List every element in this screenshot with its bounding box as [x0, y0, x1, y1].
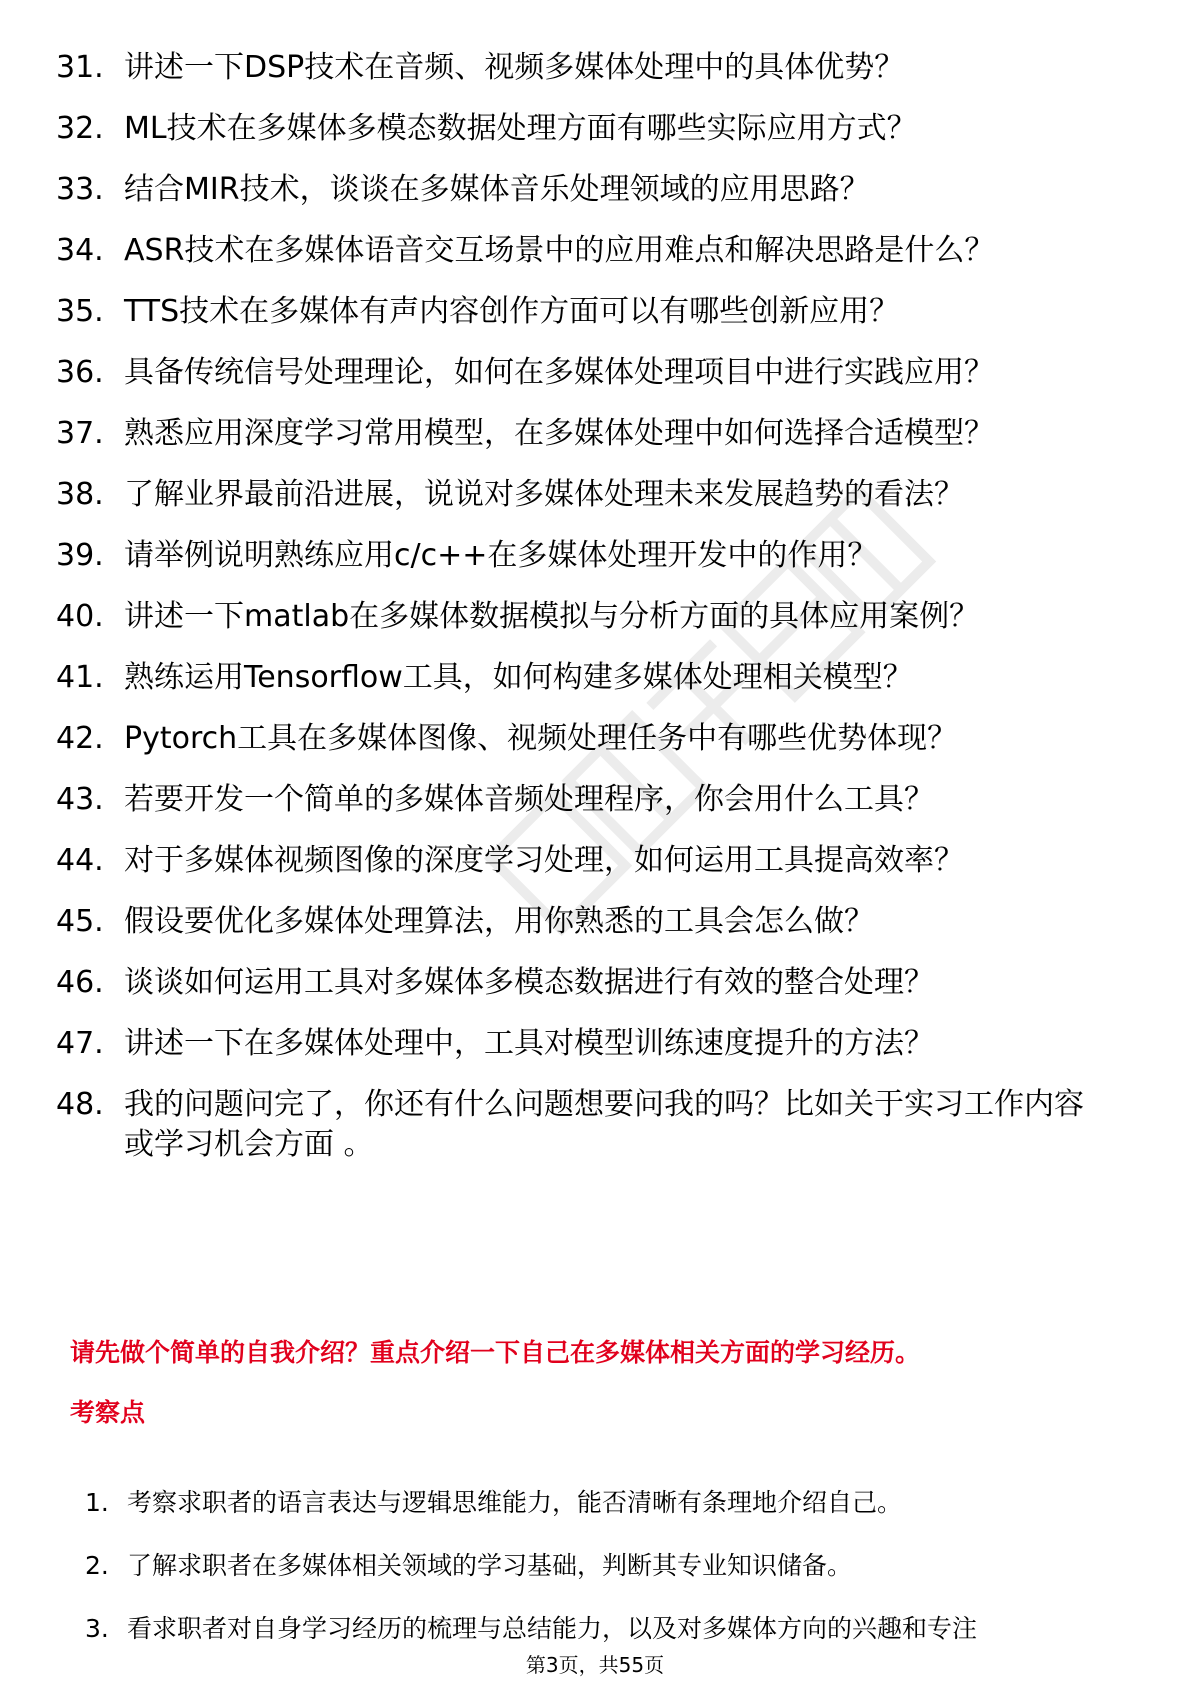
question-number: 46. [56, 965, 104, 1000]
page-footer: 第3页，共55页 [525, 1653, 665, 1677]
question-item [56, 902, 1116, 942]
question-number: 43. [56, 782, 104, 817]
question-number: 41. [56, 660, 104, 695]
question-text: 熟练运用Tensorflow工具，如何构建多媒体处理相关模型？ [124, 660, 913, 695]
question-text: ASR技术在多媒体语音交互场景中的应用难点和解决思路是什么？ [124, 233, 995, 268]
question-number: 38. [56, 477, 104, 512]
question-text: 讲述一下matlab在多媒体数据模拟与分析方面的具体应用案例？ [124, 599, 980, 634]
question-item [56, 1024, 1116, 1064]
question-text: 讲述一下在多媒体处理中，工具对模型训练速度提升的方法？ [124, 1026, 934, 1061]
point-number: 1. [85, 1488, 109, 1517]
question-number: 42. [56, 721, 104, 756]
question-item [56, 353, 1116, 393]
point-text: 看求职者对自身学习经历的梳理与总结能力，以及对多媒体方向的兴趣和专注 [127, 1614, 978, 1643]
question-item [56, 536, 1116, 576]
point-text: 了解求职者在多媒体相关领域的学习基础，判断其专业知识储备。 [127, 1551, 853, 1580]
question-number: 37. [56, 416, 104, 451]
question-item [56, 170, 1116, 210]
question-number: 33. [56, 172, 104, 207]
question-item [56, 963, 1116, 1003]
list-item [85, 1486, 1125, 1520]
question-item [56, 231, 1116, 271]
question-item [56, 719, 1116, 759]
question-text: 具备传统信号处理理论，如何在多媒体处理项目中进行实践应用？ [124, 355, 994, 390]
question-text: ML技术在多媒体多模态数据处理方面有哪些实际应用方式？ [124, 111, 917, 146]
question-number: 32. [56, 111, 104, 146]
question-item [56, 1085, 1116, 1165]
question-text: 谈谈如何运用工具对多媒体多模态数据进行有效的整合处理？ [124, 965, 934, 1000]
question-text: 假设要优化多媒体处理算法，用你熟悉的工具会怎么做？ [124, 904, 874, 939]
question-text: 结合MIR技术，谈谈在多媒体音乐处理领域的应用思路？ [124, 172, 870, 207]
question-item [56, 292, 1116, 332]
question-text: 讲述一下DSP技术在音频、视频多媒体处理中的具体优势？ [124, 50, 905, 85]
point-number: 2. [85, 1551, 109, 1580]
list-item [85, 1612, 1125, 1646]
question-text: 了解业界最前沿进展，说说对多媒体处理未来发展趋势的看法？ [124, 477, 964, 512]
question-list [56, 48, 1116, 1186]
question-number: 47. [56, 1026, 104, 1061]
question-item [56, 414, 1116, 454]
section-title: 请先做个简单的自我介绍？重点介绍一下自己在多媒体相关方面的学习经历。 [70, 1338, 921, 1367]
question-number: 40. [56, 599, 104, 634]
assessment-points [85, 1486, 1125, 1675]
question-text: 请举例说明熟练应用c/c++在多媒体处理开发中的作用？ [124, 538, 878, 573]
question-number: 39. [56, 538, 104, 573]
question-item [56, 475, 1116, 515]
point-number: 3. [85, 1614, 109, 1643]
question-item [56, 780, 1116, 820]
question-number: 48. [56, 1087, 104, 1122]
question-text: 若要开发一个简单的多媒体音频处理程序，你会用什么工具？ [124, 782, 934, 817]
question-number: 44. [56, 843, 104, 878]
question-item [56, 597, 1116, 637]
question-number: 35. [56, 294, 104, 329]
question-number: 36. [56, 355, 104, 390]
question-text: TTS技术在多媒体有声内容创作方面可以有哪些创新应用？ [124, 294, 900, 329]
question-item [56, 841, 1116, 881]
list-item [85, 1549, 1125, 1583]
question-item [56, 48, 1116, 88]
question-text: 我的问题问完了，你还有什么问题想要问我的吗？比如关于实习工作内容或学习机会方面 。 [124, 1087, 1084, 1162]
question-text: 对于多媒体视频图像的深度学习处理，如何运用工具提高效率？ [124, 843, 964, 878]
question-number: 31. [56, 50, 104, 85]
points-heading: 考察点 [70, 1398, 146, 1427]
point-text: 考察求职者的语言表达与逻辑思维能力，能否清晰有条理地介绍自己。 [127, 1488, 903, 1517]
question-text: 熟悉应用深度学习常用模型，在多媒体处理中如何选择合适模型？ [124, 416, 994, 451]
question-number: 34. [56, 233, 104, 268]
question-number: 45. [56, 904, 104, 939]
question-text: Pytorch工具在多媒体图像、视频处理任务中有哪些优势体现？ [124, 721, 958, 756]
question-item [56, 109, 1116, 149]
question-item [56, 658, 1116, 698]
